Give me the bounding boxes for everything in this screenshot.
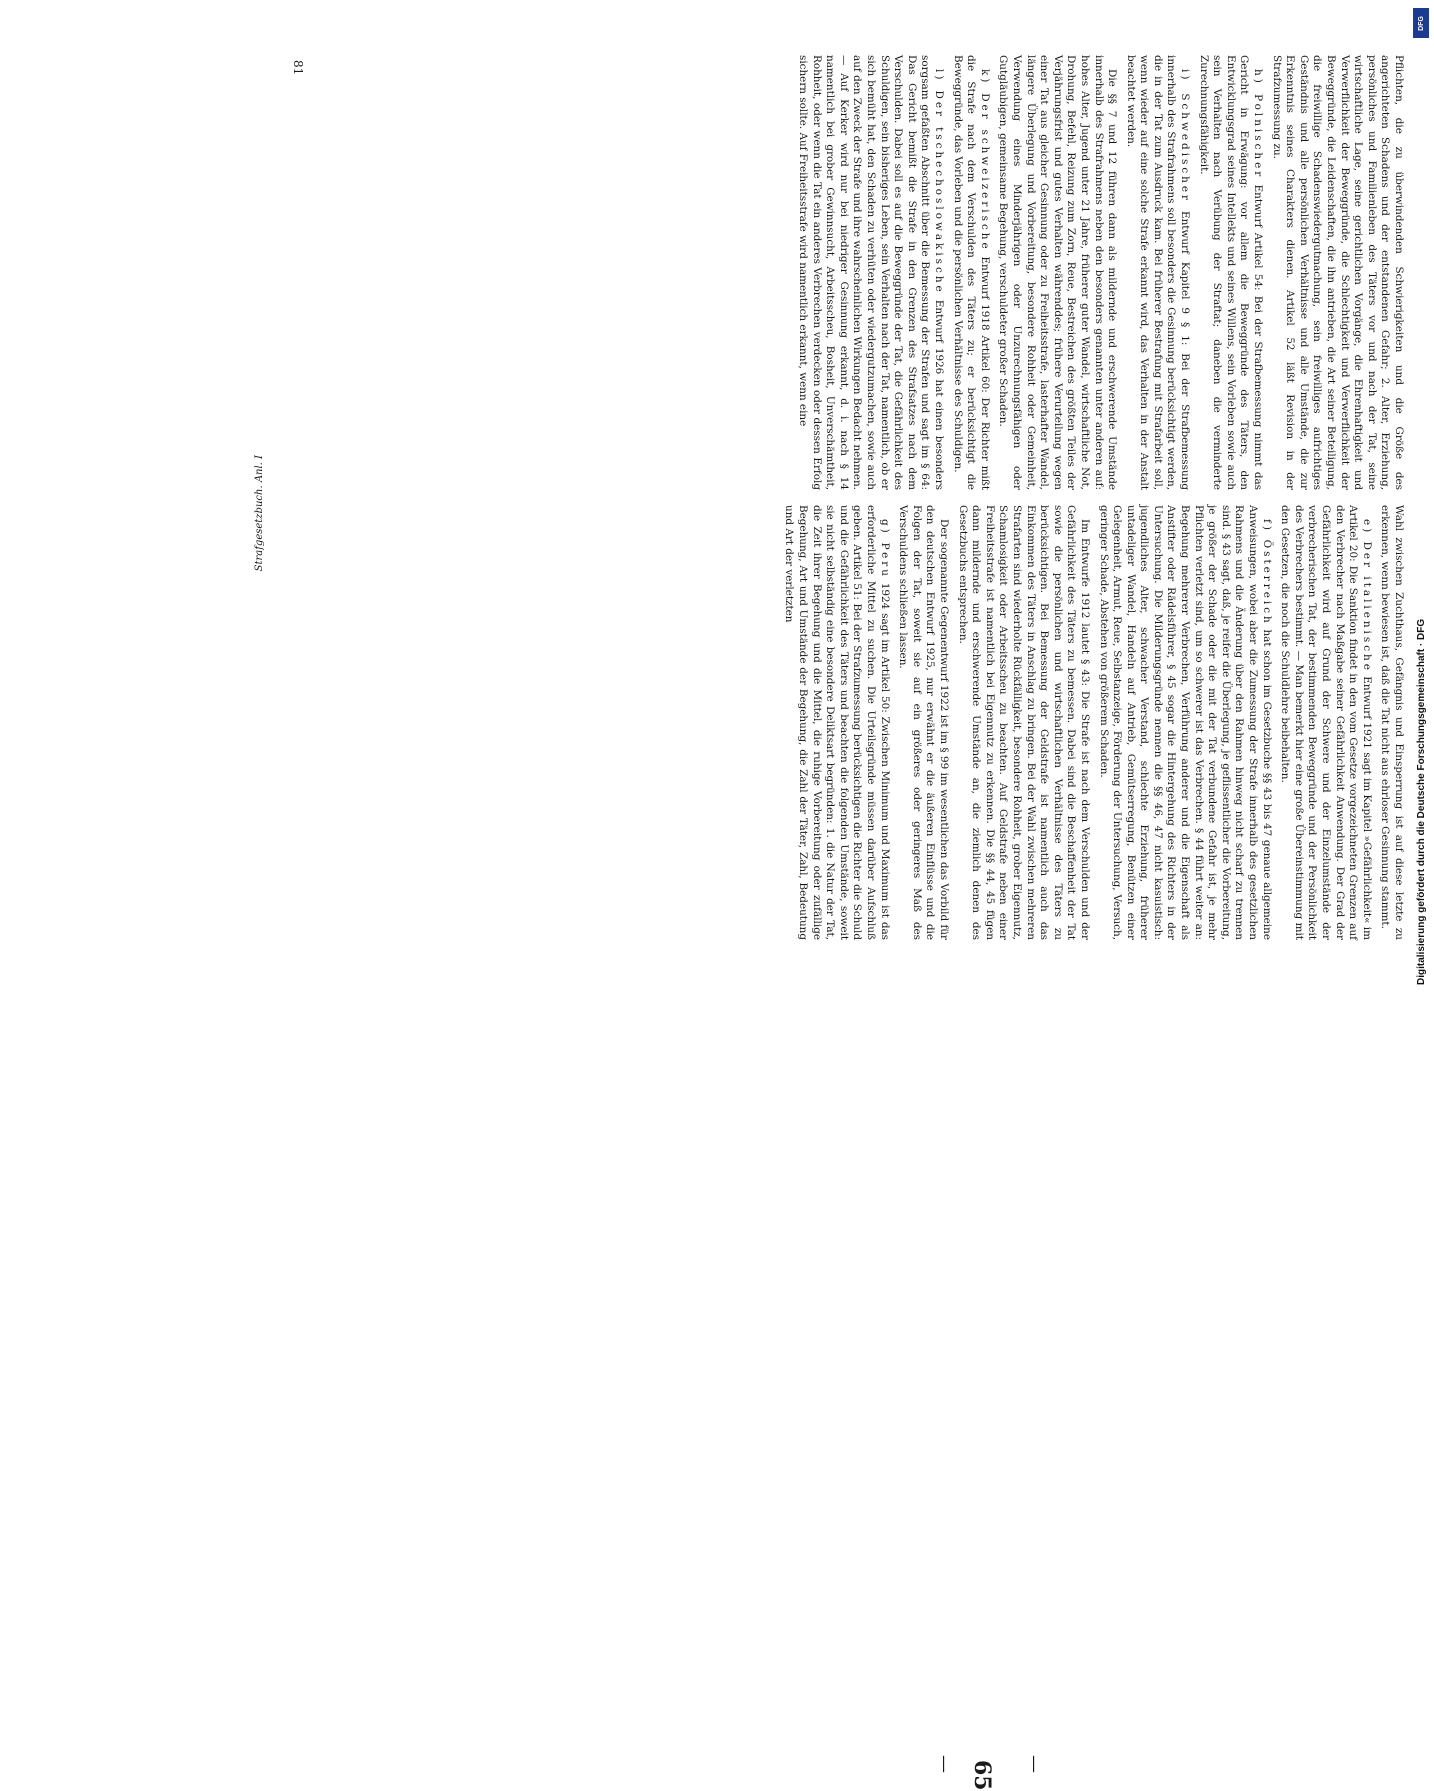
paragraph-body: Entwurf Kapitel 9 § 1: Bei der Strafbemessung innerhalb des Strafrahmens soll besonders die Gesinnung berücksichtigt werden, die in der Tat zum Ausdruck kam. Bei früherer Bestrafung mit Strafarbeit soll, wenn wieder auf eine solche Strafe erkannt wird, das Verhalten in der Anstalt beachtet werden. [1124, 55, 1192, 490]
paragraph: Die §§ 7 und 12 führen dann als mildernde und erschwerende Umstände innerhalb des Strafrahmens neben den besonders genannten unter anderen auf: hohes Alter, Jugend unter 21 Jahre, früherer guter Wandel, wirtschaftliche Not, Drohung, Befehl, Reizung zum Zorn, Reue, Bestreichen des größten Teiles der Verjährungsfrist und gutes Verhalten währenddes; frühere Verurteilung wegen einer Tat aus gleicher Gesinnung oder zu Freiheitsstrafe, lasterhafter Wandel, längere Überlegung und Vorbereitung, besondere Rohheit oder Gemeinheit, Verwendung eines Minderjährigen oder Unzurechnungsfähigen oder Gutgläubigen, gemeinsame Begehung, verschuldeter großer Schaden. [997, 55, 1119, 490]
header-dash-left: — [1024, 1755, 1045, 1773]
section-label: e) Der italienische [1360, 519, 1373, 673]
paragraph [782, 505, 891, 940]
left-text-column [777, 505, 1405, 940]
paragraph-body: hat schon im Gesetzbuche §§ 43 bis 47 genaue allgemeine Anweisungen, wobei aber die Zumessung der Strafe innerhalb des gesetzlichen Rahmens und die Änderung über den Rahmen hinweg nicht scharf zu trennen sind. § 43 sagt, daß, je reifer die Überlegung, je geflissentlicher die Vorbereitung, je größer der Schade oder die mit der Tat verbundene Gefahr ist, je mehr Pflichten verletzt sind, um so schwerer ist das Verbrechen. § 44 führt weiter an: Begehung mehrerer Verbrechen, Verführung anderer und die Eigenschaft als Anstifter oder Rädelsführer, § 45 sogar die Hintergehung des Richters in der Untersuchung. Die Milderungsgründe nennen die §§ 46, 47 nicht kasuistisch: jugendliches Alter, schwacher Verstand, schlechte Erziehung, früherer untadeliger Wandel, Handeln auf Antrieb, Gemütserregung, Benützen einer Gelegenheit, Armut, Reue, Selbstanzeige, Förderung der Untersuchung, Versuch, geringer Schade, Abstehen von größerem Schaden. [1097, 505, 1273, 940]
section-label: h) Polnischer [1252, 69, 1265, 180]
section-label: l) Der tschechoslowakische [933, 69, 945, 295]
paragraph: Im Entwurfe 1912 lautet § 43: Die Strafe ist nach dem Verschulden und der Gefährlichkeit des Täters zu bemessen. Dabei sind die Beschaffenheit der Tat sowie die persönlichen und wirtschaftlichen Verhältnisse des Täters zu berücksichtigen. Bei Bemessung der Geldstrafe ist namentlich auch das Einkommen des Täters in Anschlag zu bringen. Bei der Wahl zwischen mehreren Strafarten sind wiederholte Rückfälligkeit, besondere Rohheit, grober Eigennutz, Schamlosigkeit oder Arbeitsscheu zu beachten. Auf Geldstrafe neben einer Freiheitsstrafe ist namentlich bei Eigennutz zu erkennen. Die §§ 44, 45 fügen dann mildernde und erschwerende Umstände an, die ziemlich denen des Gesetzbuchs entsprechen. [956, 505, 1091, 940]
section-label: f) Österreich [1260, 519, 1273, 626]
paragraph [795, 55, 945, 490]
paragraph: Wahl zwischen Zuchthaus, Gefängnis und Einsperrung ist auf diese letzte zu erkennen, wenn bewiesen ist, daß die Tat nicht aus ehrloser Gesinnung stammt. [1379, 505, 1405, 940]
paragraph: Pflichten, die zu überwindenden Schwierigkeiten und die Größe des angerichteten Schadens und der entstandenen Gefahr; 2. Alter, Erziehung, persönliches und Familienleben des Täters vor und nach der Tat, seine wirtschaftliche Lage, seine gerichtlichen Vorgänge, die Ehrenhaftigkeit und Verwerflichkeit der Beweggründe, die Schlechtigkeit und Verwerflichkeit der Beweggründe, die Leidenschaften, die ihn antrieben, die Art seiner Beteiligung, die freiwillige Schadenswiedergutmachung, sein freiwilliges aufrichtiges Geständnis und alle persönlichen Verhältnisse und alle Umstände, die zur Erkenntnis seines Charakters dienen. Artikel 52 läßt Revision in der Strafzumessung zu. [1270, 55, 1405, 490]
footer-signature-mark: Strafgesetzbuch. Anl. I [254, 455, 265, 572]
page-number: 65 [969, 1760, 995, 1791]
right-text-column [790, 55, 1405, 490]
paragraph [1123, 55, 1191, 490]
digitization-note: Digitalisierung gefördert durch die Deutsche Forschungsgemeinschaft · DFG [1416, 618, 1427, 985]
paragraph-body: Entwurf 1918 Artikel 60: Der Richter mißt die Strafe nach dem Verschulden des Täters zu; er berücksichtigt die Beweggründe, das Vorleben und die persönlichen Verhältnisse des Schuldigen. [951, 55, 991, 490]
section-label: g) Peru [878, 519, 891, 579]
paragraph-body: Entwurf 1926 hat einen besonders sorgsam gefaßten Abschnitt über die Bemessung der Strafen und sagt im § 64: Das Gericht bemißt die Strafe in den Grenzen des Strafsatzes nach dem Verschulden. Dabei soll es auf die Beweggründe der Tat, die Gefährlichkeit des Schuldigen, sein bisheriges Leben, sein Verhalten nach der Tat, namentlich, ob er sich bemüht hat, den Schaden zu verhüten oder wiedergutzumachen, sowie auch auf den Zweck der Strafe und ihre wahrscheinlichen Wirkungen Bedacht nehmen. — Auf Kerker wird nur bei niedriger Gesinnung erkannt, d. i. nach § 14 namentlich bei grober Gewinnsucht, Arbeitsscheu, Bosheit, Unverschämtheit, Rohheit, oder wenn die Tat ein anderes Verbrechen verdecken oder dessen Erfolg sichern sollte. Auf Freiheitsstrafe wird namentlich erkannt, wenn eine [797, 55, 945, 490]
paragraph [1096, 505, 1273, 940]
printer-signature: 81 [291, 60, 305, 76]
paragraph: Der sogenannte Gegenentwurf 1922 ist im § 99 im wesentlichen das Vorbild für den deutschen Entwurf 1925, nur erwähnt er die äußeren Einflüsse und die Folgen der Tat, soweit sie auf ein größeres oder geringeres Maß des Verschuldens schließen lassen. [897, 505, 950, 940]
dfg-logo-icon: DFG [1413, 8, 1429, 38]
paragraph-body: 1924 sagt im Artikel 50: Zwischen Minimum und Maximum ist das erforderliche Mittel zu suchen. Die Urteilsgründe müssen darüber Aufschluß geben. Artikel 51: Bei der Strafzumessung berücksichtigen die Richter die Schuld und die Gefährlichkeit des Täters und beachten die folgenden Umstände, soweit sie nicht selbständig eine besondere Deliktsart begründen: 1. die Natur der Tat, die Zeit ihrer Begehung und die Mittel, die ruhige Vorbereitung oder zufällige Begehung, Art und Umstände der Begehung, die Zahl der Täter, Zahl, Bedeutung und Art der verletzten [783, 505, 891, 941]
header-dash-right: — [934, 1755, 955, 1773]
paragraph [1278, 505, 1373, 940]
paragraph [950, 55, 991, 490]
paragraph-body: Entwurf Artikel 54: Bei der Strafbemessung nimmt das Gericht in Erwägung: vor allem die Beweggründe des Täters, den Entwicklungsgrad seines Intellekts und seines Willens, sein Vorleben sowie auch sein Verhalten nach Verübung der Straftat; daneben die verminderte Zurechnungsfähigkeit. [1197, 55, 1265, 490]
section-label: i) Schwedischer [1179, 69, 1192, 203]
paragraph-body: Entwurf 1921 sagt im Kapitel »Gefährlichkeit« im Artikel 20: Die Sanktion findet in den vom Gesetze vorgezeichneten Grenzen auf den Verbrecher nach Maßgabe seiner Gefährlichkeit Anwendung. Der Grad der Gefährlichkeit wird auf Grund der Schwere und der Einzelumstände der verbrecherischen Tat, der bestimmenden Beweggründe und der Persönlichkeit des Verbrechers bestimmt. — Man bemerkt hier eine große Übereinstimmung mit den Gesetzen, die noch die Schuldlehre beibehalten. [1279, 505, 1373, 940]
paragraph [1196, 55, 1264, 490]
rotated-page-content [215, 50, 1405, 1791]
section-label: k) Der schweizerische [978, 69, 991, 252]
